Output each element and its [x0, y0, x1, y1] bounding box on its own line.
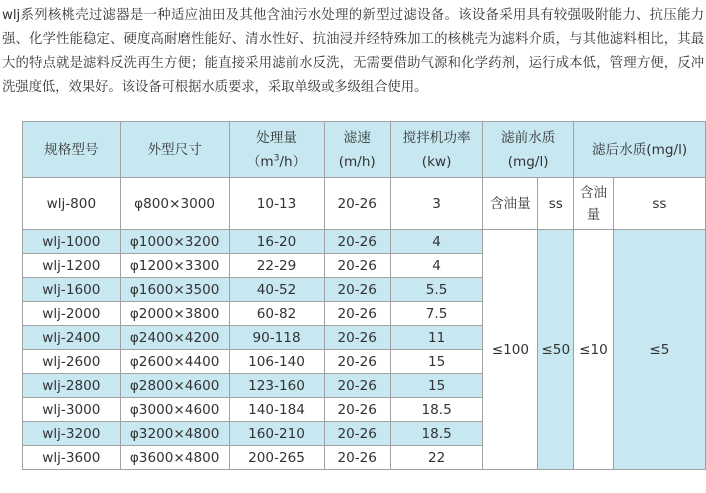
header-size: 外型尺寸 — [120, 122, 229, 178]
cell-speed: 20-26 — [324, 446, 390, 470]
cell-size: φ2600×4400 — [120, 350, 229, 374]
cell-power: 11 — [390, 326, 482, 350]
header-power: 搅拌机功率 (kw) — [390, 122, 482, 178]
cell-power: 5.5 — [390, 278, 482, 302]
cell-size: φ3000×4600 — [120, 398, 229, 422]
cell-capacity: 160-210 — [229, 422, 324, 446]
cell-size: φ1600×3500 — [120, 278, 229, 302]
cell-size: φ2800×4600 — [120, 374, 229, 398]
header-after-quality: 滤后水质(mg/l) — [574, 122, 706, 178]
cell-capacity: 16-20 — [229, 230, 324, 254]
cell-size: φ3200×4800 — [120, 422, 229, 446]
cell-speed: 20-26 — [324, 278, 390, 302]
cell-power: 4 — [390, 230, 482, 254]
cell-after-ss-limit: ≤5 — [613, 230, 705, 470]
cell-power: 15 — [390, 374, 482, 398]
cell-model: wlj-2800 — [23, 374, 121, 398]
header-speed: 滤速 (m/h) — [324, 122, 390, 178]
cell-size: φ2400×4200 — [120, 326, 229, 350]
cell-capacity: 22-29 — [229, 254, 324, 278]
cell-before-ss-label: ss — [538, 178, 574, 230]
cell-power: 18.5 — [390, 398, 482, 422]
cell-model: wlj-1600 — [23, 278, 121, 302]
cell-size: φ1000×3200 — [120, 230, 229, 254]
cell-before-ss-limit: ≤50 — [538, 230, 574, 470]
cell-model: wlj-3000 — [23, 398, 121, 422]
cell-size: φ1200×3300 — [120, 254, 229, 278]
cell-model: wlj-1000 — [23, 230, 121, 254]
cell-capacity: 106-140 — [229, 350, 324, 374]
cell-size: φ2000×3800 — [120, 302, 229, 326]
intro-paragraph: wlj系列核桃壳过滤器是一种适应油田及其他含油污水处理的新型过滤设备。该设备采用具有较强吸附能力、抗压能力强、化学性能稳定、硬度高耐磨性能好、清水性好、抗油浸并经特殊加工的核桃壳为滤料介质，与其他滤料相比，其最大的特点就是滤料反洗再生方便；能直接采用滤前水反洗，无需要借助气源和化学药剂，运行成本低，管理方便，反冲洗强度低，效果好。该设备可根据水质要求，采取单级或多级组合使用。 — [2, 8, 704, 95]
table-row — [23, 230, 706, 254]
cell-power: 3 — [390, 178, 482, 230]
header-capacity: 处理量 $(m^3/h)$ — [229, 122, 324, 178]
cell-model: wlj-2000 — [23, 302, 121, 326]
cell-power: 4 — [390, 254, 482, 278]
cell-speed: 20-26 — [324, 350, 390, 374]
cell-model: wlj-2600 — [23, 350, 121, 374]
cell-before-oil-label: 含油量 — [483, 178, 538, 230]
header-before-quality: 滤前水质 (mg/l) — [483, 122, 574, 178]
cell-capacity: 10-13 — [229, 178, 324, 230]
cell-capacity: 200-265 — [229, 446, 324, 470]
cell-power: 15 — [390, 350, 482, 374]
cell-capacity: 90-118 — [229, 326, 324, 350]
cell-speed: 20-26 — [324, 302, 390, 326]
cell-speed: 20-26 — [324, 422, 390, 446]
cell-speed: 20-26 — [324, 230, 390, 254]
cell-speed: 20-26 — [324, 326, 390, 350]
cell-after-ss-label: ss — [613, 178, 705, 230]
cell-speed: 20-26 — [324, 374, 390, 398]
cell-speed: 20-26 — [324, 254, 390, 278]
cell-power: 22 — [390, 446, 482, 470]
cell-model: wlj-3200 — [23, 422, 121, 446]
cell-model: wlj-1200 — [23, 254, 121, 278]
cell-before-oil-limit: ≤100 — [483, 230, 538, 470]
header-model: 规格型号 — [23, 122, 121, 178]
spec-table — [22, 121, 706, 470]
table-row — [23, 178, 706, 230]
cell-size: φ3600×4800 — [120, 446, 229, 470]
cell-power: 18.5 — [390, 422, 482, 446]
cell-capacity: 40-52 — [229, 278, 324, 302]
cell-speed: 20-26 — [324, 398, 390, 422]
cell-model: wlj-2400 — [23, 326, 121, 350]
table-header-row — [23, 122, 706, 178]
cell-power: 7.5 — [390, 302, 482, 326]
cell-model: wlj-3600 — [23, 446, 121, 470]
cell-size: φ800×3000 — [120, 178, 229, 230]
cell-capacity: 123-160 — [229, 374, 324, 398]
cell-capacity: 140-184 — [229, 398, 324, 422]
cell-speed: 20-26 — [324, 178, 390, 230]
cell-after-oil-limit: ≤10 — [574, 230, 614, 470]
cell-capacity: 60-82 — [229, 302, 324, 326]
cell-after-oil-label: 含油量 — [574, 178, 614, 230]
cell-model: wlj-800 — [23, 178, 121, 230]
